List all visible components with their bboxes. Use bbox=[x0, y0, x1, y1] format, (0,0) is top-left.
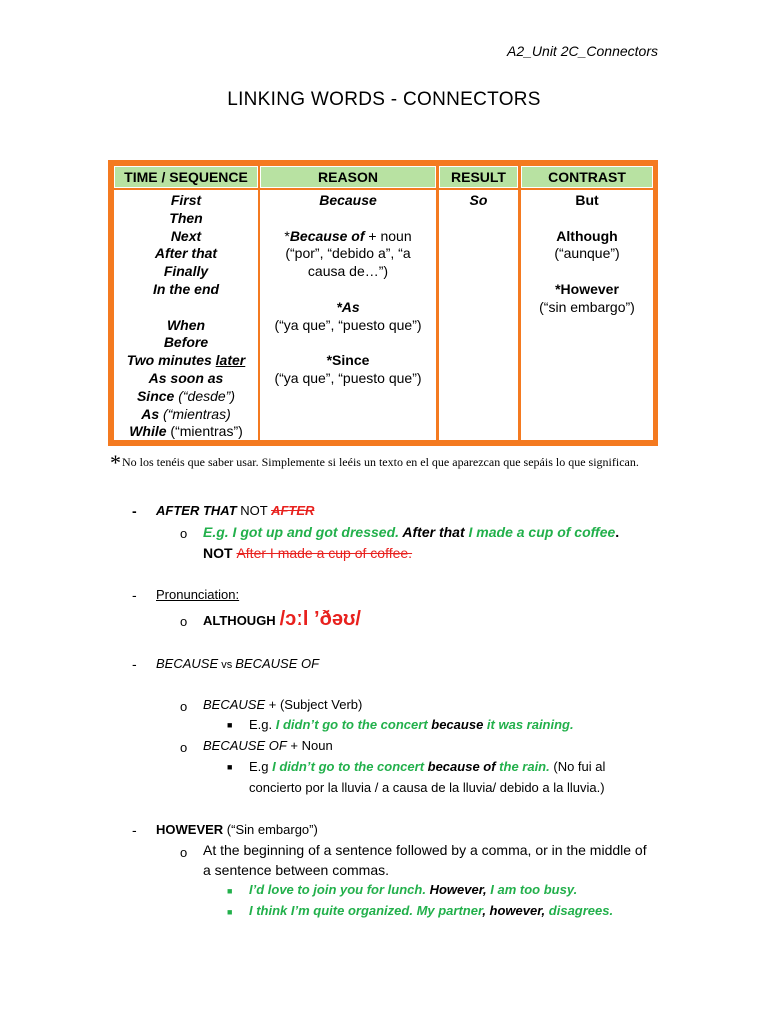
pronunciation-although: ALTHOUGH /ɔːl ’ðəʊ/ bbox=[203, 608, 361, 630]
after-that-example: E.g. I got up and got dressed. After that I made a cup of coffee. bbox=[203, 524, 620, 540]
contrast-however-gloss: (“sin embargo”) bbox=[539, 298, 635, 315]
reason-as: *As bbox=[336, 298, 360, 315]
connectors-table bbox=[108, 160, 658, 446]
contrast-although-gloss: (“aunque”) bbox=[554, 245, 620, 262]
bullet-dash: - bbox=[132, 822, 137, 838]
document-reference: A2_Unit 2C_Connectors bbox=[507, 43, 658, 59]
bullet-square: ■ bbox=[227, 907, 233, 917]
time-as-soon-as: As soon as bbox=[148, 369, 224, 386]
however-rule-2: a sentence between commas. bbox=[203, 862, 389, 878]
time-two-minutes-later: Two minutes later bbox=[126, 352, 246, 369]
column-result bbox=[439, 190, 518, 440]
time-first: First bbox=[170, 192, 202, 208]
bullet-circle: o bbox=[180, 845, 188, 860]
spacer bbox=[115, 299, 257, 317]
because-of-rule: BECAUSE OF + Noun bbox=[203, 738, 333, 753]
bullet-circle: o bbox=[180, 526, 188, 541]
bullet-square: ■ bbox=[227, 762, 233, 772]
result-so: So bbox=[469, 192, 488, 208]
time-next: Next bbox=[170, 227, 202, 244]
bullet-dash: - bbox=[132, 503, 137, 519]
footnote: *No los tenéis que saber usar. Simplemente si leéis un texto en el que aparezcan que sepáis lo que significan. bbox=[110, 450, 639, 475]
reason-as-gloss: (“ya que”, “puesto que”) bbox=[274, 316, 422, 333]
page-title: LINKING WORDS - CONNECTORS bbox=[227, 89, 541, 110]
contrast-but: But bbox=[575, 192, 599, 208]
header-time-sequence: TIME / SEQUENCE bbox=[114, 166, 258, 188]
reason-because-of-gloss-1: (“por”, “debido a”, “a bbox=[285, 245, 411, 262]
reason-because: Because bbox=[319, 192, 377, 208]
spacer bbox=[522, 263, 652, 281]
because-rule: BECAUSE + (Subject Verb) bbox=[203, 697, 363, 712]
time-as: As (“mientras) bbox=[141, 405, 231, 422]
because-of-example-cont: concierto por la lluvia / a causa de la lluvia/ debido a la lluvia.) bbox=[249, 780, 605, 795]
time-since: Since (“desde”) bbox=[136, 387, 236, 404]
column-contrast bbox=[521, 190, 653, 440]
pronunciation-heading: Pronunciation: bbox=[156, 587, 240, 602]
because-example: E.g. I didn’t go to the concert because it was raining. bbox=[249, 717, 574, 732]
time-then: Then bbox=[169, 209, 203, 226]
bullet-circle: o bbox=[180, 740, 188, 755]
spacer bbox=[261, 281, 435, 299]
column-reason bbox=[260, 190, 436, 440]
contrast-although: Although bbox=[556, 227, 618, 244]
reason-because-of: *Because of + noun bbox=[284, 227, 412, 244]
after-that-not-example: NOT After I made a cup of coffee. bbox=[203, 545, 413, 561]
contrast-however: *However bbox=[555, 280, 619, 297]
reason-since: *Since bbox=[326, 352, 370, 369]
spacer bbox=[261, 334, 435, 352]
time-finally: Finally bbox=[163, 263, 209, 280]
bullet-circle: o bbox=[180, 699, 188, 714]
however-example-2: I think I’m quite organized. My partner, however, disagrees. bbox=[249, 903, 614, 918]
spacer bbox=[261, 210, 435, 228]
time-before: Before bbox=[163, 334, 209, 351]
bullet-dash: - bbox=[132, 656, 137, 672]
time-in-the-end: In the end bbox=[152, 280, 220, 297]
header-reason: REASON bbox=[260, 166, 436, 188]
bullet-dash: - bbox=[132, 587, 137, 603]
header-result: RESULT bbox=[439, 166, 518, 188]
bullet-square: ■ bbox=[227, 886, 233, 896]
reason-because-of-gloss-2: causa de…”) bbox=[307, 263, 389, 280]
time-while: While (“mientras”) bbox=[129, 423, 243, 440]
bullet-square: ■ bbox=[227, 720, 233, 730]
time-after-that: After that bbox=[154, 245, 218, 262]
however-heading: HOWEVER (“Sin embargo”) bbox=[156, 822, 318, 837]
spacer bbox=[522, 210, 652, 228]
however-example-1: I’d love to join you for lunch. However, I am too busy. bbox=[249, 882, 578, 897]
column-time-sequence bbox=[114, 190, 258, 440]
bullet-circle: o bbox=[180, 614, 188, 629]
header-contrast: CONTRAST bbox=[521, 166, 653, 188]
because-of-example: E.g I didn’t go to the concert because of the rain. (No fui al bbox=[249, 759, 606, 774]
reason-since-gloss: (“ya que”, “puesto que”) bbox=[274, 369, 422, 386]
time-when: When bbox=[166, 316, 206, 333]
however-rule-1: At the beginning of a sentence followed by a comma, or in the middle of bbox=[203, 842, 647, 858]
because-vs-heading: BECAUSE vs BECAUSE OF bbox=[156, 656, 320, 671]
after-that-heading: AFTER THAT NOT AFTER bbox=[156, 503, 315, 518]
